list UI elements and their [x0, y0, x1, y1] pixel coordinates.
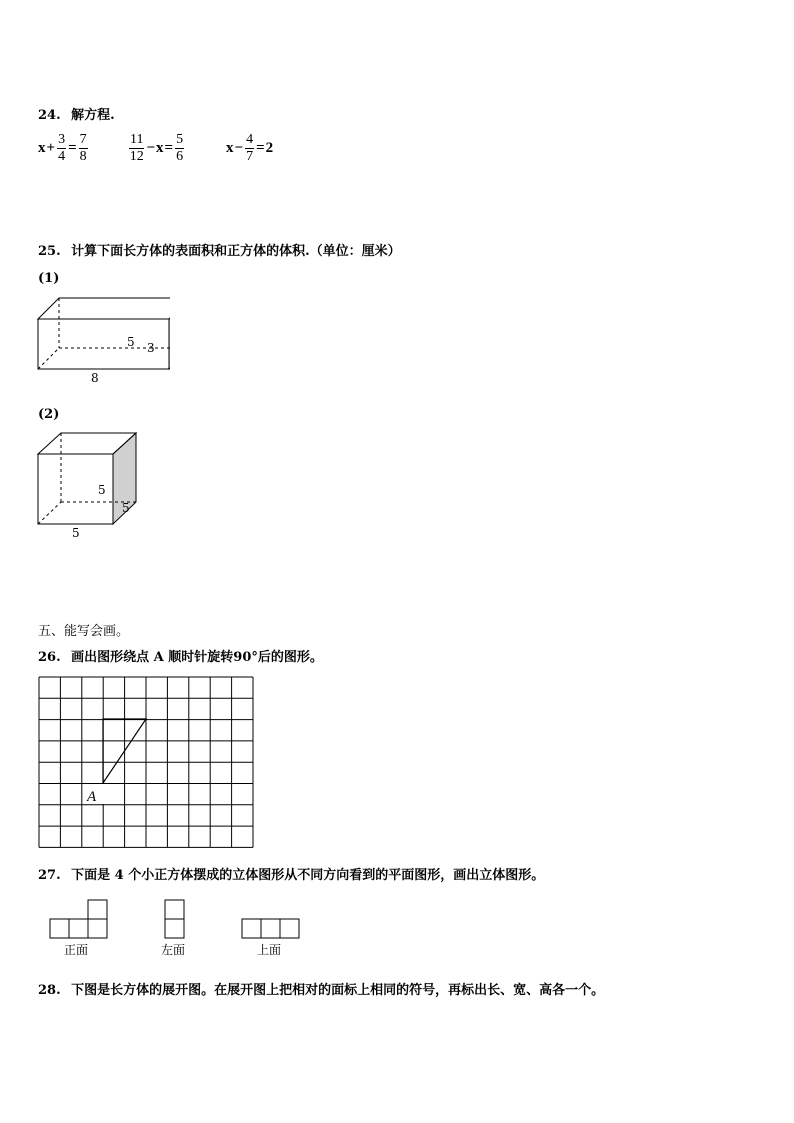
question-25-heading [38, 240, 401, 259]
top-view [242, 919, 299, 938]
plus-sign: + [46, 140, 56, 156]
fraction [79, 132, 88, 165]
equation-2 [128, 132, 185, 165]
numerator: 7 [79, 132, 87, 147]
numerator: 4 [246, 132, 254, 147]
equation-3 [226, 132, 273, 165]
equation-1 [38, 132, 89, 165]
rotation-grid [38, 676, 258, 852]
denominator: 4 [58, 149, 66, 164]
variable: x [226, 140, 234, 156]
cuboid-top-face [38, 298, 170, 319]
fraction [57, 132, 66, 165]
denominator: 12 [129, 149, 144, 164]
fraction [175, 132, 184, 165]
question-title: 下面是 4 个小正方体摆成的立体图形从不同方向看到的平面图形，画出立体图形。 [71, 868, 545, 883]
denominator: 7 [246, 149, 254, 164]
cuboid-figure [30, 290, 170, 390]
question-26-heading [38, 646, 323, 665]
part-1-label: (1) [38, 271, 60, 286]
equals-sign: = [256, 140, 265, 156]
question-27-heading [38, 864, 544, 883]
question-title: 下图是长方体的展开图。在展开图上把相对的面标上相同的符号，再标出长、宽、高各一个。 [71, 983, 605, 998]
height-label: 5 [122, 501, 130, 515]
cube-figure [30, 425, 145, 545]
numerator: 11 [130, 132, 144, 147]
numerator: 5 [176, 132, 184, 147]
part-2-label: (2) [38, 407, 60, 422]
question-number: 27. [38, 868, 61, 883]
length-label: 5 [72, 526, 80, 540]
point-a-label: A [87, 789, 97, 805]
question-title: 画出图形绕点 A 顺时针旋转90°后的图形。 [71, 650, 323, 665]
denominator: 6 [176, 149, 184, 164]
minus-sign: − [234, 140, 244, 156]
question-title: 计算下面长方体的表面积和正方体的体积.（单位：厘米） [71, 244, 401, 259]
view-label-front: 正面 [64, 943, 89, 957]
equals-sign: = [164, 140, 174, 156]
rhs-value: 2 [265, 140, 274, 156]
three-views-figure [40, 896, 310, 962]
equals-sign: = [68, 140, 77, 156]
minus-sign: − [146, 140, 156, 156]
variable: x [156, 140, 164, 156]
front-view [50, 900, 107, 938]
question-number: 24. [38, 108, 61, 123]
width-label: 5 [127, 335, 135, 349]
question-24-heading [38, 104, 115, 123]
question-number: 28. [38, 983, 61, 998]
section-title: 五、能写会画。 [38, 624, 130, 639]
hidden-edge [38, 348, 59, 369]
length-label: 8 [91, 371, 99, 385]
variable: x [38, 140, 46, 156]
fraction [129, 132, 144, 165]
denominator: 8 [79, 149, 87, 164]
width-label: 5 [98, 483, 106, 497]
question-number: 25. [38, 244, 61, 259]
question-title: 解方程. [71, 108, 115, 123]
question-number: 26. [38, 650, 61, 665]
height-label: 3 [147, 341, 155, 355]
numerator: 3 [58, 132, 66, 147]
view-label-top: 上面 [257, 943, 282, 957]
question-28-heading [38, 979, 604, 998]
view-label-left: 左面 [161, 943, 186, 957]
fraction [245, 132, 254, 165]
hidden-edge [38, 502, 61, 524]
left-view [165, 900, 184, 938]
